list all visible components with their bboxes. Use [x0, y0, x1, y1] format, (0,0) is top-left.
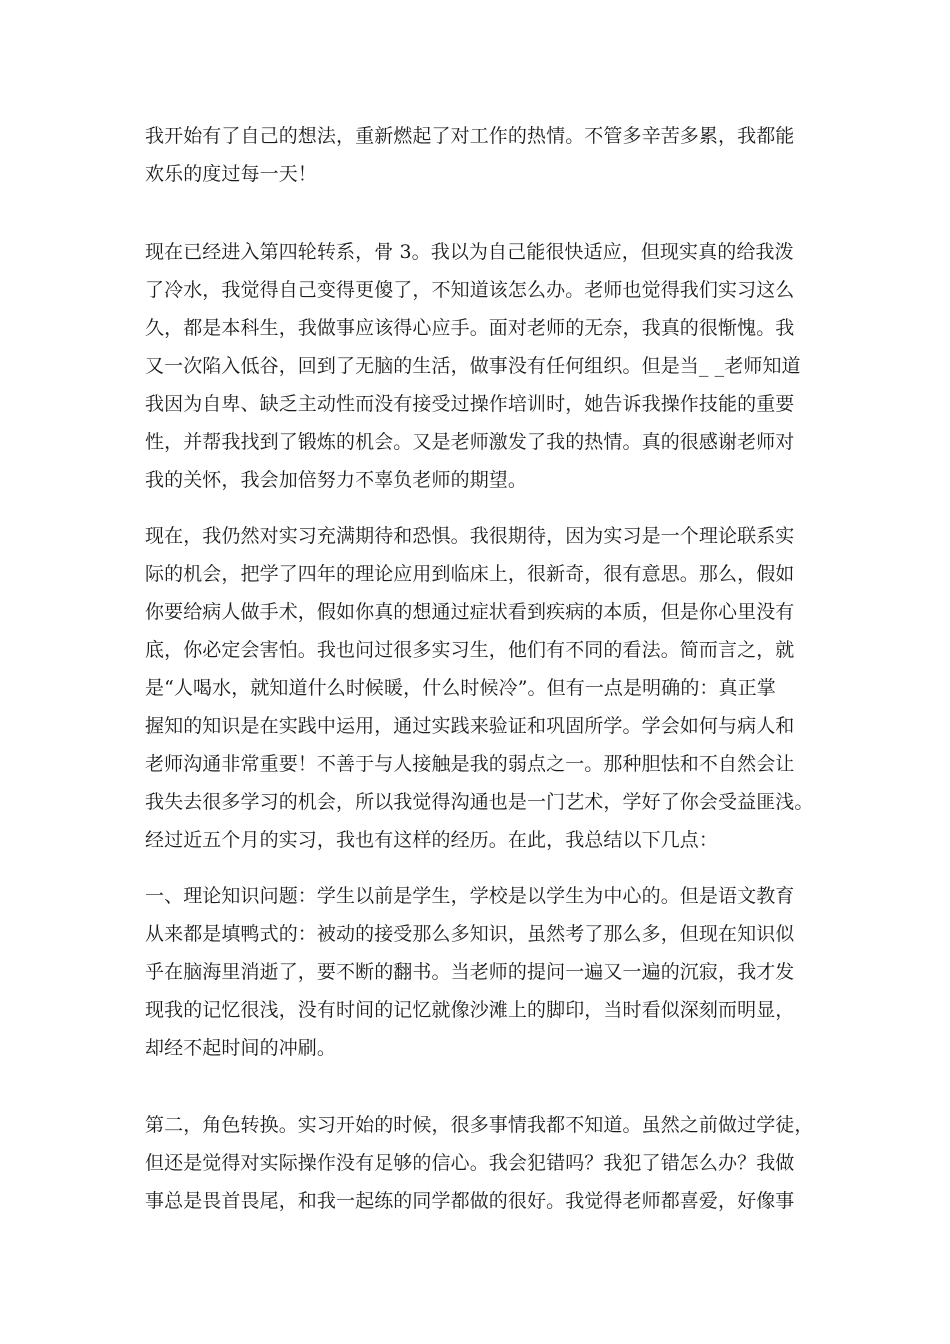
- text-line: 我失去很多学习的机会，所以我觉得沟通也是一门艺术，学好了你会受益匪浅。: [145, 791, 814, 813]
- paragraph-4: [145, 877, 815, 1067]
- text-line: 我的关怀，我会加倍努力不辜负老师的期望。: [145, 469, 528, 491]
- paragraph-1: [145, 117, 815, 193]
- text-line: 久，都是本科生，我做事应该得心应手。面对老师的无奈，我真的很惭愧。我: [145, 317, 795, 339]
- text-line: 现我的记忆很浅，没有时间的记忆就像沙滩上的脚印，当时看似深刻而明显，: [145, 999, 795, 1021]
- paragraph-5: [145, 1106, 815, 1220]
- text-line: 现在已经进入第四轮转系，骨 3。我以为自己能很快适应，但现实真的给我泼: [145, 241, 794, 263]
- paragraph-3: [145, 517, 815, 859]
- text-line: 现在，我仍然对实习充满期待和恐惧。我很期待，因为实习是一个理论联系实: [145, 525, 795, 547]
- text-line: 老师沟通非常重要！不善于与人接触是我的弱点之一。那种胆怯和不自然会让: [145, 753, 795, 775]
- text-line: 握知的知识是在实践中运用，通过实践来验证和巩固所学。学会如何与病人和: [145, 715, 795, 737]
- text-line: 了冷水，我觉得自己变得更傻了，不知道该怎么办。老师也觉得我们实习这么: [145, 279, 795, 301]
- text-line: 我因为自卑、缺乏主动性而没有接受过操作培训时，她告诉我操作技能的重要: [145, 393, 795, 415]
- text-line: 但还是觉得对实际操作没有足够的信心。我会犯错吗？我犯了错怎么办？我做: [145, 1152, 795, 1174]
- text-line: 欢乐的度过每一天！: [145, 163, 317, 185]
- text-line: 性，并帮我找到了锻炼的机会。又是老师激发了我的热情。真的很感谢老师对: [145, 431, 795, 453]
- text-line: 经过近五个月的实习，我也有这样的经历。在此，我总结以下几点：: [145, 829, 719, 851]
- text-line: 一、理论知识问题：学生以前是学生，学校是以学生为中心的。但是语文教育: [145, 885, 795, 907]
- text-line: 又一次陷入低谷，回到了无脑的生活，做事没有任何组织。但是当_ _老师知道: [145, 355, 801, 377]
- text-line: 底，你必定会害怕。我也问过很多实习生，他们有不同的看法。简而言之，就: [145, 639, 795, 661]
- text-line: 第二，角色转换。实习开始的时候，很多事情我都不知道。虽然之前做过学徒，: [145, 1114, 814, 1136]
- text-line: 从来都是填鸭式的：被动的接受那么多知识，虽然考了那么多，但现在知识似: [145, 923, 795, 945]
- text-line: 事总是畏首畏尾，和我一起练的同学都做的很好。我觉得老师都喜爱，好像事: [145, 1190, 795, 1212]
- text-line: 乎在脑海里消逝了，要不断的翻书。当老师的提问一遍又一遍的沉寂，我才发: [145, 961, 795, 983]
- text-line: 际的机会，把学了四年的理论应用到临床上，很新奇，很有意思。那么，假如: [145, 563, 795, 585]
- text-line: 却经不起时间的冲刷。: [145, 1037, 337, 1059]
- text-line: 你要给病人做手术，假如你真的想通过症状看到疾病的本质，但是你心里没有: [145, 601, 795, 623]
- text-line: 我开始有了自己的想法，重新燃起了对工作的热情。不管多辛苦多累，我都能: [145, 125, 795, 147]
- paragraph-2: [145, 233, 815, 499]
- text-line: 是“人喝水，就知道什么时候暖，什么时候冷”。但有一点是明确的：真正掌: [145, 677, 776, 699]
